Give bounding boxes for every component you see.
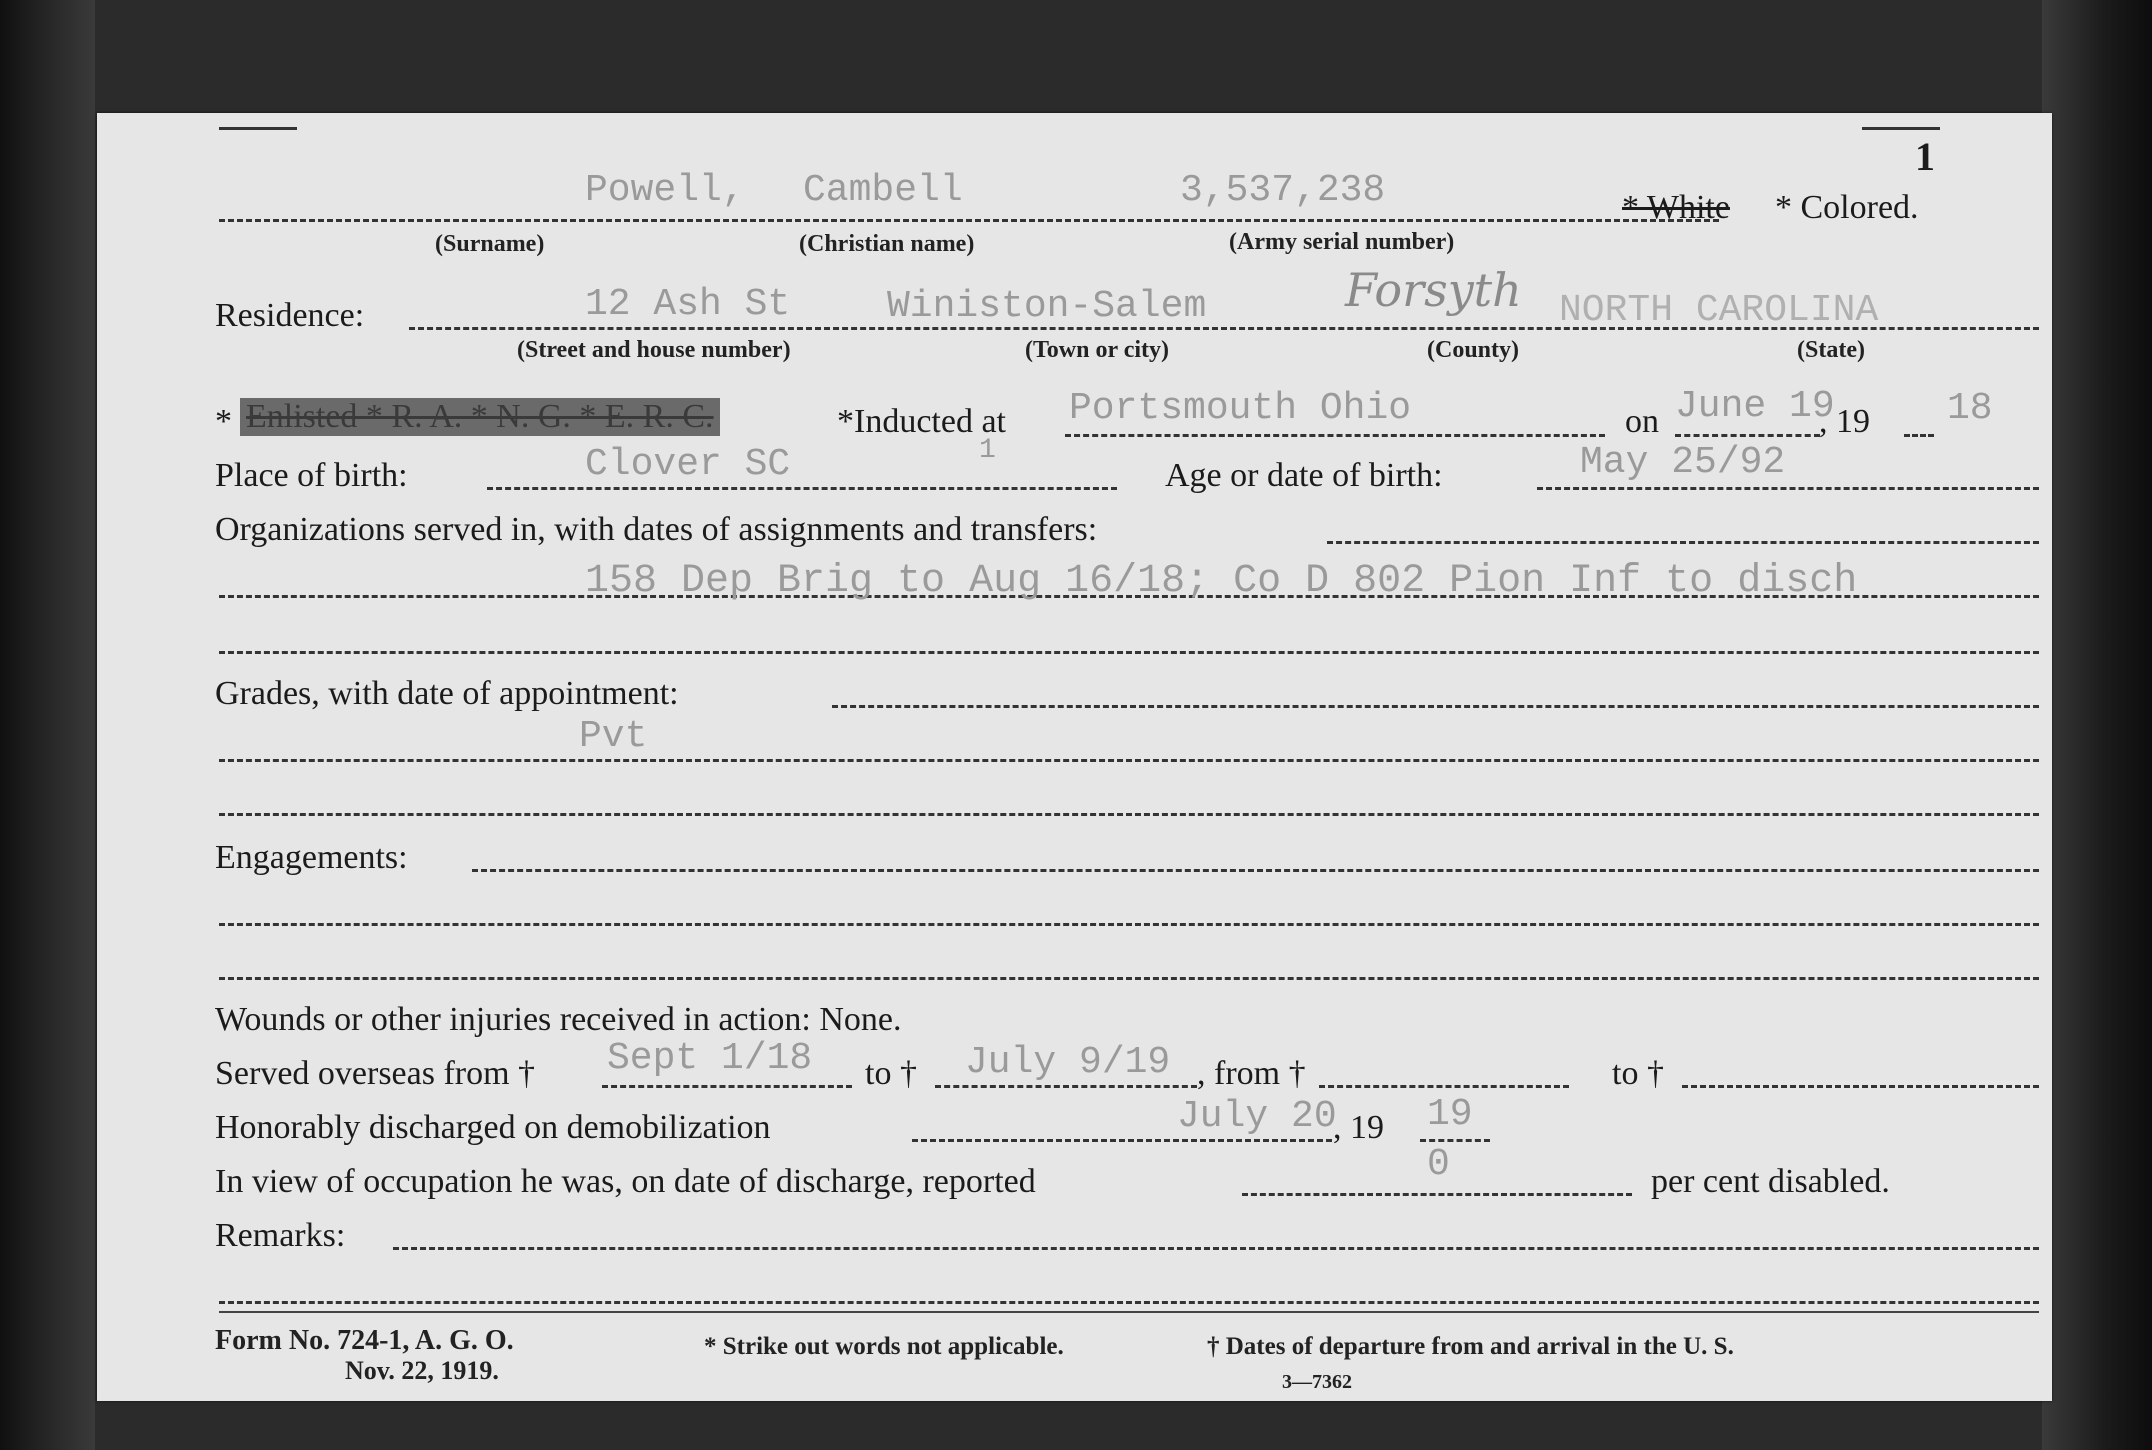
print-code: 3—7362 xyxy=(1282,1371,1352,1393)
induction-date-value: June 19 xyxy=(1675,385,1835,428)
strike-out-note: * Strike out words not applicable. xyxy=(704,1333,1064,1360)
overseas-from2-label: , from † xyxy=(1197,1055,1306,1092)
disability-suffix: per cent disabled. xyxy=(1651,1163,1890,1200)
enlistment-options-struck: Enlisted * R. A. * N. G. * E. R. C. xyxy=(240,398,720,436)
christian-name-value: Cambell xyxy=(803,169,963,212)
residence-street-value: 12 Ash St xyxy=(585,283,791,326)
place-of-birth-value: Clover SC xyxy=(585,443,791,486)
card-number: 1 xyxy=(1915,134,1935,179)
disability-label: In view of occupation he was, on date of discharge, reported xyxy=(215,1163,1036,1200)
grades-value: Pvt xyxy=(579,715,648,758)
street-caption: (Street and house number) xyxy=(517,337,791,363)
surname-caption: (Surname) xyxy=(435,231,545,257)
place-of-birth-line xyxy=(487,487,1117,490)
overseas-to-label: to † xyxy=(865,1055,917,1092)
footer-rule xyxy=(219,1311,2039,1313)
inducted-at-label: *Inducted at xyxy=(837,403,1006,440)
grades-label: Grades, with date of appointment: xyxy=(215,675,679,712)
disability-line xyxy=(1242,1193,1632,1196)
background-right-edge xyxy=(2042,0,2152,1450)
residence-town-value: Winiston-Salem xyxy=(887,285,1207,328)
remarks-line-1 xyxy=(393,1247,2039,1250)
residence-label: Residence: xyxy=(215,297,365,334)
organizations-line-3 xyxy=(219,651,2039,654)
service-record-card xyxy=(97,113,2052,1401)
engagements-line-1 xyxy=(472,869,2039,872)
form-number: Form No. 724-1, A. G. O. xyxy=(215,1325,514,1356)
dates-note: † Dates of departure from and arrival in the U. S. xyxy=(1207,1333,1734,1360)
inducted-at-line xyxy=(1065,434,1605,437)
induction-on-label: on xyxy=(1625,403,1659,440)
wounds-text: Wounds or other injuries received in action: None. xyxy=(215,1001,902,1038)
induction-year-line xyxy=(1904,434,1934,437)
organizations-label: Organizations served in, with dates of assignments and transfers: xyxy=(215,511,1098,548)
induction-year-value: 18 xyxy=(1947,387,1993,430)
discharge-year-value: 19 xyxy=(1427,1093,1473,1136)
place-of-birth-fraction: 1 xyxy=(979,435,996,466)
residence-state-value: NORTH CAROLINA xyxy=(1559,289,1879,332)
remarks-label: Remarks: xyxy=(215,1217,346,1254)
induction-date-line xyxy=(1675,434,1820,437)
overseas-to2-line xyxy=(1682,1085,2039,1088)
overseas-to-line xyxy=(935,1085,1197,1088)
form-date: Nov. 22, 1919. xyxy=(345,1356,499,1385)
overseas-to-value: July 9/19 xyxy=(965,1041,1171,1084)
name-line xyxy=(219,219,1719,222)
overseas-from-value: Sept 1/18 xyxy=(607,1037,813,1080)
overseas-from-line xyxy=(602,1085,852,1088)
inducted-at-value: Portsmouth Ohio xyxy=(1069,387,1412,430)
induction-year-prefix: , 19 xyxy=(1819,403,1870,440)
discharge-date-value: July 20 xyxy=(1177,1095,1337,1138)
top-right-rule xyxy=(1862,127,1940,130)
county-caption: (County) xyxy=(1427,337,1520,363)
place-of-birth-label: Place of birth: xyxy=(215,457,408,494)
engagements-line-2 xyxy=(219,923,2039,926)
overseas-from2-line xyxy=(1319,1085,1569,1088)
discharge-label: Honorably discharged on demobilization xyxy=(215,1109,771,1146)
surname-value: Powell, xyxy=(585,169,745,212)
christian-name-caption: (Christian name) xyxy=(799,231,975,257)
race-colored-label: * Colored. xyxy=(1775,189,1919,226)
induction-star: * xyxy=(215,403,232,440)
served-overseas-label: Served overseas from † xyxy=(215,1055,536,1092)
serial-number-value: 3,537,238 xyxy=(1180,169,1386,212)
discharge-date-line xyxy=(912,1139,1332,1142)
serial-number-caption: (Army serial number) xyxy=(1229,229,1455,255)
engagements-line-3 xyxy=(219,977,2039,980)
state-caption: (State) xyxy=(1797,337,1865,363)
engagements-label: Engagements: xyxy=(215,839,408,876)
date-of-birth-value: May 25/92 xyxy=(1580,441,1786,484)
age-or-date-of-birth-label: Age or date of birth: xyxy=(1165,457,1443,494)
top-left-rule xyxy=(219,127,297,130)
date-of-birth-line xyxy=(1537,487,2039,490)
overseas-to2-label: to † xyxy=(1612,1055,1664,1092)
discharge-year-line xyxy=(1420,1139,1490,1142)
grades-line-2 xyxy=(219,759,2039,762)
background-left-edge xyxy=(0,0,95,1450)
disability-percent-value: 0 xyxy=(1427,1143,1450,1186)
grades-line-1 xyxy=(832,705,2039,708)
organizations-value: 158 Dep Brig to Aug 16/18; Co D 802 Pion Inf to disch xyxy=(585,559,1858,604)
residence-county-value: Forsyth xyxy=(1345,263,1522,317)
remarks-line-2 xyxy=(219,1301,2039,1304)
race-white-label: * White xyxy=(1622,189,1730,226)
town-caption: (Town or city) xyxy=(1025,337,1169,363)
discharge-year-prefix: , 19 xyxy=(1333,1109,1384,1146)
organizations-line-1 xyxy=(1327,541,2039,544)
grades-line-3 xyxy=(219,813,2039,816)
